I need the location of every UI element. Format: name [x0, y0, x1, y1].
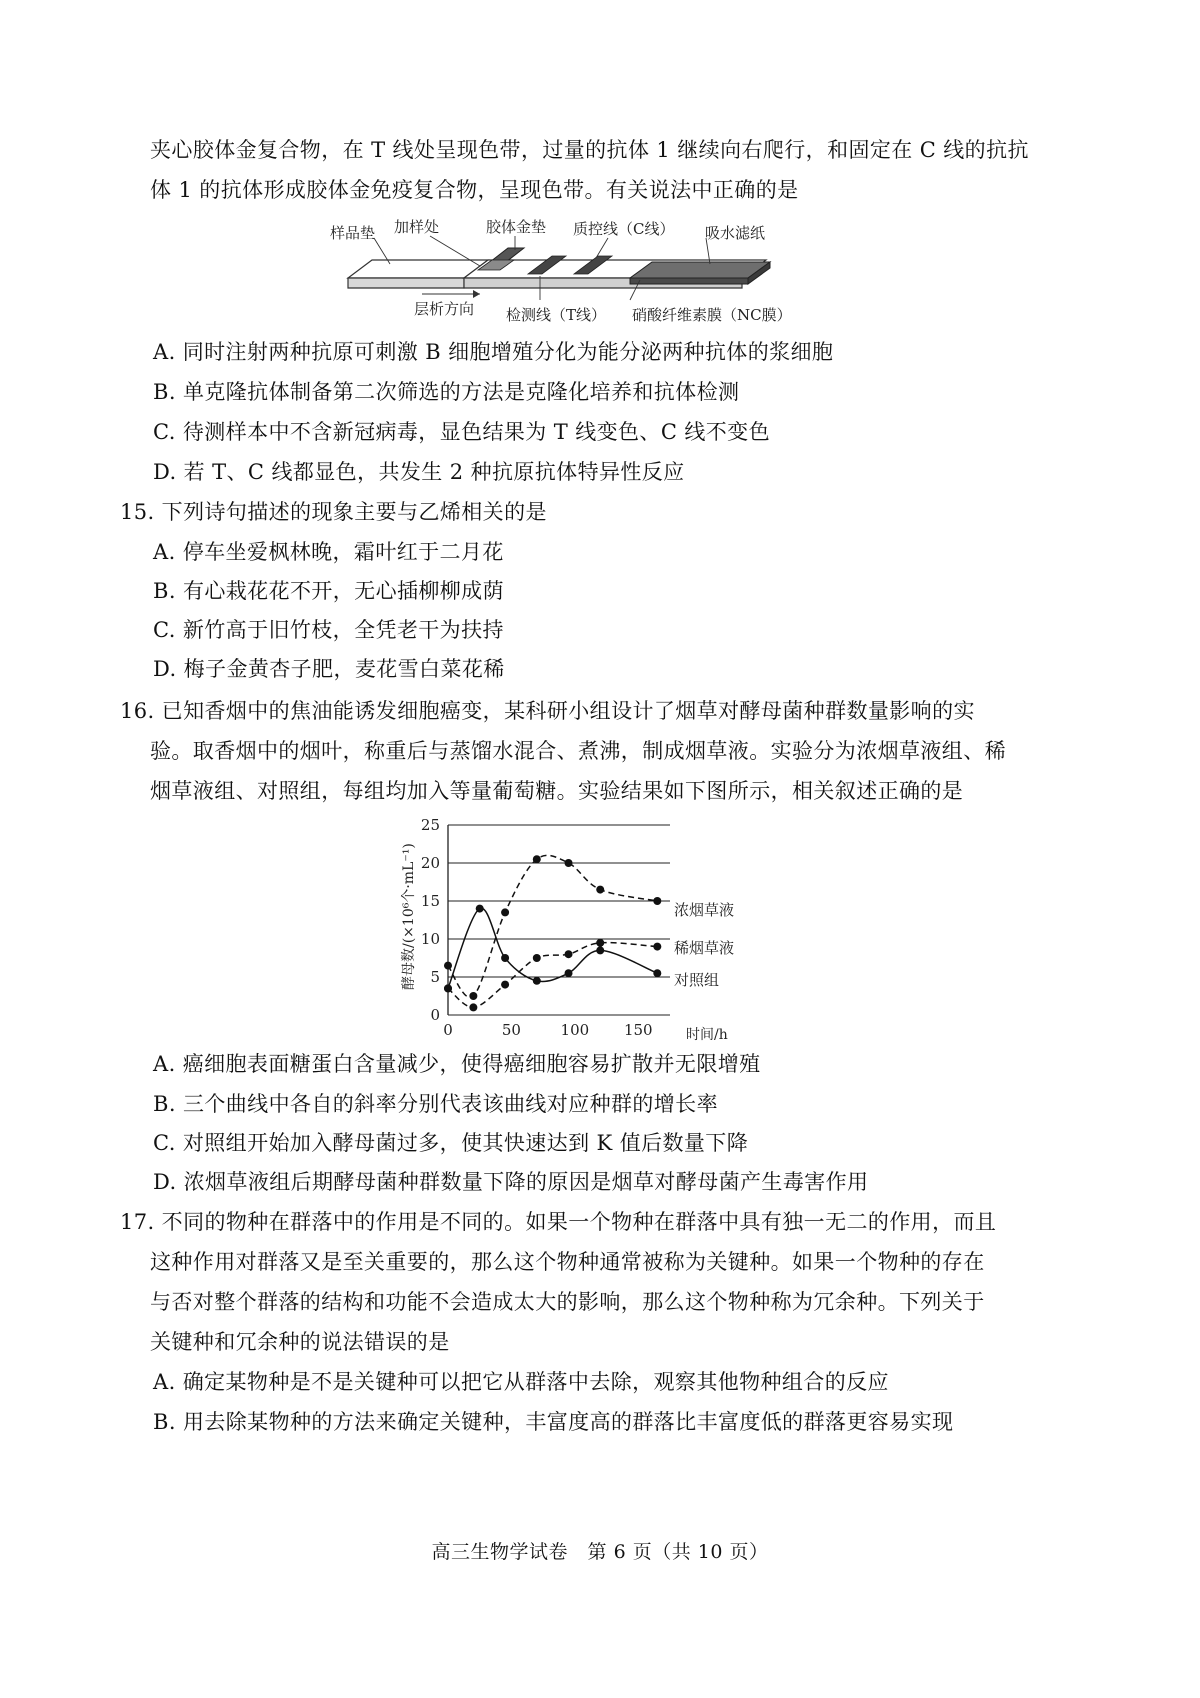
y-axis-label: 酵母数/(×10⁶个·mL⁻¹)	[401, 843, 417, 990]
x-tick-label: 150	[623, 1021, 653, 1039]
data-point	[565, 859, 573, 867]
label-loading: 加样处	[394, 218, 440, 236]
y-tick-label: 5	[430, 968, 440, 986]
y-tick-label: 0	[430, 1006, 440, 1024]
q15-option-a: A. 停车坐爱枫林晚，霜叶红于二月花	[153, 540, 504, 564]
x-axis-label: 时间/h	[686, 1027, 728, 1043]
y-tick-label: 15	[420, 892, 440, 910]
label-sample-pad: 样品垫	[330, 224, 376, 242]
test-strip-diagram	[330, 208, 830, 326]
data-point	[533, 855, 541, 863]
label-direction: 层析方向	[414, 300, 475, 318]
data-point	[533, 977, 541, 985]
label-test: 检测线（T线）	[506, 306, 607, 324]
data-point	[596, 886, 604, 894]
q17-option-b: B. 用去除某物种的方法来确定关键种，丰富度高的群落比丰富度低的群落更容易实现	[153, 1410, 954, 1434]
q16-stem-line-3: 烟草液组、对照组，每组均加入等量葡萄糖。实验结果如下图所示，相关叙述正确的是	[150, 779, 964, 803]
data-point	[501, 908, 509, 916]
q14-option-b: B. 单克隆抗体制备第二次筛选的方法是克隆化培养和抗体检测	[153, 380, 740, 404]
data-point	[476, 905, 484, 913]
absorbent-pad	[630, 262, 770, 278]
series-label-concentrated: 浓烟草液	[674, 901, 735, 919]
q17-stem-line-4: 关键种和冗余种的说法错误的是	[150, 1330, 450, 1354]
data-point	[565, 969, 573, 977]
q16-option-b: B. 三个曲线中各自的斜率分别代表该曲线对应种群的增长率	[153, 1092, 718, 1116]
x-tick-label: 100	[560, 1021, 590, 1039]
data-point	[565, 950, 573, 958]
y-tick-label: 20	[420, 854, 440, 872]
data-point	[533, 954, 541, 962]
q17-stem-line-1: 17. 不同的物种在群落中的作用是不同的。如果一个物种在群落中具有独一无二的作用，而且	[120, 1210, 997, 1234]
q17-stem-line-2: 这种作用对群落又是至关重要的，那么这个物种通常被称为关键种。如果一个物种的存在	[150, 1250, 985, 1274]
q16-stem-line-1: 16. 已知香烟中的焦油能诱发细胞癌变，某科研小组设计了烟草对酵母菌种群数量影响的实	[120, 699, 975, 723]
data-point	[501, 954, 509, 962]
series-label-control: 对照组	[674, 971, 720, 989]
data-point	[596, 939, 604, 947]
data-point	[501, 981, 509, 989]
page-footer: 高三生物学试卷 第 6 页（共 10 页）	[431, 1541, 769, 1563]
q16-option-c: C. 对照组开始加入酵母菌过多，使其快速达到 K 值后数量下降	[153, 1131, 749, 1155]
label-gold-pad: 胶体金垫	[486, 218, 547, 236]
data-point	[596, 946, 604, 954]
data-point	[444, 984, 452, 992]
q15-option-c: C. 新竹高于旧竹枝，全凭老干为扶持	[153, 618, 504, 642]
q15-stem: 15. 下列诗句描述的现象主要与乙烯相关的是	[120, 500, 547, 524]
series-line-concentrated	[448, 855, 657, 997]
label-absorbent: 吸水滤纸	[705, 224, 766, 242]
yeast-population-chart	[400, 815, 780, 1045]
label-control: 质控线（C线）	[573, 220, 675, 238]
intro-line-2: 体 1 的抗体形成胶体金免疫复合物，呈现色带。有关说法中正确的是	[150, 178, 799, 202]
q17-option-a: A. 确定某物种是不是关键种可以把它从群落中去除，观察其他物种组合的反应	[153, 1370, 889, 1394]
q14-option-d: D. 若 T、C 线都显色，共发生 2 种抗原抗体特异性反应	[153, 460, 685, 484]
q15-option-b: B. 有心栽花花不开，无心插柳柳成荫	[153, 579, 504, 603]
intro-line-1: 夹心胶体金复合物，在 T 线处呈现色带，过量的抗体 1 继续向右爬行，和固定在 C 线的抗抗	[150, 138, 1029, 162]
q16-option-a: A. 癌细胞表面糖蛋白含量减少，使得癌细胞容易扩散并无限增殖	[153, 1052, 761, 1076]
q14-option-c: C. 待测样本中不含新冠病毒，显色结果为 T 线变色、C 线不变色	[153, 420, 770, 444]
q14-option-a: A. 同时注射两种抗原可刺激 B 细胞增殖分化为能分泌两种抗体的浆细胞	[153, 340, 834, 364]
label-nc: 硝酸纤维素膜（NC膜）	[632, 306, 792, 324]
data-point	[469, 1003, 477, 1011]
data-point	[469, 992, 477, 1000]
series-line-control	[448, 908, 657, 988]
y-tick-label: 25	[420, 816, 440, 834]
data-point	[653, 969, 661, 977]
x-tick-label: 50	[501, 1021, 521, 1039]
q15-option-d: D. 梅子金黄杏子肥，麦花雪白菜花稀	[153, 657, 505, 681]
data-point	[653, 897, 661, 905]
series-label-dilute: 稀烟草液	[674, 939, 735, 957]
q16-option-d: D. 浓烟草液组后期酵母菌种群数量下降的原因是烟草对酵母菌产生毒害作用	[153, 1170, 869, 1194]
data-point	[444, 962, 452, 970]
q17-stem-line-3: 与否对整个群落的结构和功能不会造成太大的影响，那么这个物种称为冗余种。下列关于	[150, 1290, 985, 1314]
series-line-dilute	[448, 943, 657, 1008]
data-point	[653, 943, 661, 951]
x-tick-label: 0	[443, 1021, 453, 1039]
y-tick-label: 10	[420, 930, 440, 948]
q16-stem-line-2: 验。取香烟中的烟叶，称重后与蒸馏水混合、煮沸，制成烟草液。实验分为浓烟草液组、稀	[150, 739, 1006, 763]
